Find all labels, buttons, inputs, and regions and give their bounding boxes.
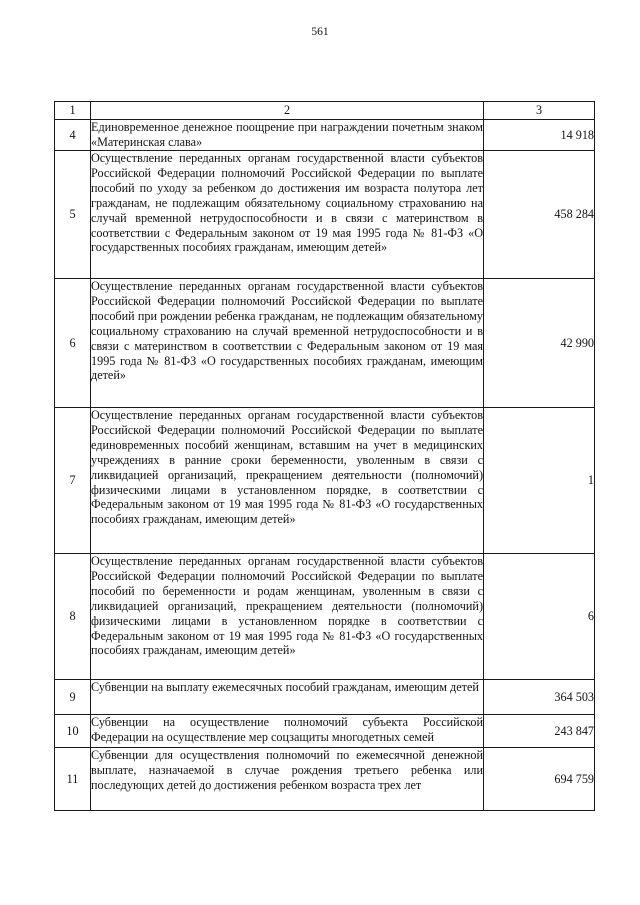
row-amount: 364 503 (484, 680, 595, 715)
column-header-number: 1 (55, 102, 91, 120)
row-number: 5 (55, 151, 91, 279)
row-description: Осуществление переданных органам государственной власти субъектов Российской Федерации полномочий Российской Федерации по выплате пособий по уходу за ребенком до достижения им возраста полутора лет гражданам, не подлежащим обязательному социальному страхованию на случай временной нетрудоспособности и в связи с материнством в соответствии с Федеральным законом от 19 мая 1995 года № 81-ФЗ «О государственных пособиях гражданам, имеющим детей» (91, 151, 484, 279)
row-number: 6 (55, 279, 91, 408)
column-header-description: 2 (91, 102, 484, 120)
row-number: 10 (55, 715, 91, 748)
table-row (55, 151, 595, 279)
row-description: Единовременное денежное поощрение при награждении почетным знаком «Материнская слава» (91, 120, 483, 149)
page-number: 561 (311, 26, 329, 38)
row-amount: 14 918 (484, 120, 595, 151)
row-amount: 694 759 (484, 748, 595, 811)
budget-table (54, 101, 595, 811)
table-row (55, 120, 595, 151)
row-description: Субвенции на осуществление полномочий субъекта Российской Федерации на осуществление мер соцзащиты многодетных семей (91, 715, 484, 748)
table-header-row (55, 102, 595, 120)
row-number: 7 (55, 408, 91, 554)
table-row (55, 408, 595, 554)
row-amount: 1 (484, 408, 595, 554)
row-amount: 42 990 (484, 279, 595, 408)
table-row (55, 554, 595, 680)
row-description: Осуществление переданных органам государственной власти субъектов Российской Федерации полномочий Российской Федерации по выплате пособий при рождении ребенка гражданам, не подлежащим обязательному социальному страхованию на случай временной нетрудоспособности и в связи с материнством в соответствии с Федеральным законом от 19 мая 1995 года № 81-ФЗ «О государственных пособиях гражданам, имеющим детей» (91, 279, 484, 408)
row-description: Осуществление переданных органам государственной власти субъектов Российской Федерации полномочий Российской Федерации по выплате пособий по беременности и родам женщинам, уволенным в связи с ликвидацией организаций, прекращением деятельности (полномочий) физическими лицами в установленном порядке в соответствии с Федеральным законом от 19 мая 1995 года № 81-ФЗ «О государственных пособиях гражданам, имеющим детей» (91, 554, 484, 680)
row-number: 9 (55, 680, 91, 715)
table-row (55, 715, 595, 748)
row-amount: 458 284 (484, 151, 595, 279)
row-description: Субвенции на выплату ежемесячных пособий гражданам, имеющим детей (91, 680, 484, 715)
row-number: 8 (55, 554, 91, 680)
row-description: Субвенции для осуществления полномочий по ежемесячной денежной выплате, назначаемой в случае рождения третьего ребенка или последующих детей до достижения ребенком возраста трех лет (91, 748, 484, 811)
row-amount: 243 847 (484, 715, 595, 748)
table-row (55, 748, 595, 811)
table-row (55, 279, 595, 408)
column-header-amount: 3 (484, 102, 595, 120)
row-number: 11 (55, 748, 91, 811)
row-amount: 6 (484, 554, 595, 680)
row-number: 4 (55, 120, 91, 151)
row-description: Осуществление переданных органам государственной власти субъектов Российской Федерации полномочий Российской Федерации по выплате единовременных пособий женщинам, вставшим на учет в медицинских учреждениях в ранние сроки беременности, уволенным в связи с ликвидацией организаций, прекращением деятельности (полномочий) физическими лицами в установленном порядке, в соответствии с Федеральным законом от 19 мая 1995 года № 81-ФЗ «О государственных пособиях гражданам, имеющим детей» (91, 408, 484, 554)
table-row (55, 680, 595, 715)
